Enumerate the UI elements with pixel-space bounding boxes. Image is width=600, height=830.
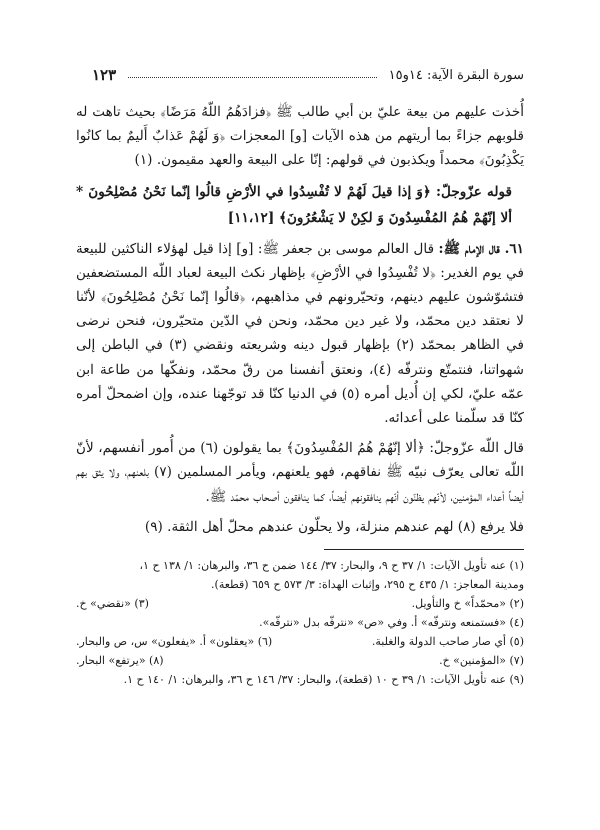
footnote-1a: (١) عنه تأويل الآيات: ١/ ٣٧ ح ٩، والبحار: ٣٧/ ١٤٤ ضمن ح ٣٦، والبرهان: ١/ ١٣٨ ح ١، — [139, 559, 524, 573]
footnote-row-5-6 — [76, 632, 524, 651]
running-header — [92, 66, 524, 84]
surah-reference: سورة البقرة الآية: ١٤و١٥ — [388, 67, 524, 83]
footnote-6: (٦) «يعقلون» أ. «يفعلون» س، ص والبحار. — [76, 635, 273, 649]
footnote-7: (٧) «المؤمنين» خ. — [439, 654, 524, 668]
verse-block — [76, 179, 524, 231]
verse-reference: [١١،١٢] — [227, 209, 275, 226]
verse-text: ﴿وَ إذا قيلَ لَهُمْ لا تُفْسِدُوا في الأرْضِ قالُوا إنّما نَحْنُ مُصْلِحُونَ * ألا إنّهُمْ هُمُ المُفْسِدُونَ وَ لكِنْ لا يَشْعُرُونَ﴾ — [76, 183, 512, 226]
paragraph-3-text: قال اللّه عزّوجلّ: ﴿ألا إنّهُمْ هُمُ المُفْسِدُونَ﴾ بما يقولون (٦) من أُمور أنفسهم، لأنّ اللّه تعالى يعرّف نبيّه ﷺ نفاقهم، فهو يلعنهم، ويأمر المسلمين (٧) بلعنهم، ولا يثق بهم أيضاً أعداء المؤمنين، لأنّهم يظنّون أنّهم ينافقونهم أيضاً، كما ينافقون أصحاب محمّد ﷺ. — [76, 440, 524, 505]
verse-intro: قوله عزّوجلّ: — [436, 183, 513, 200]
footnote-3: (٣) «نقضي» خ. — [76, 597, 149, 611]
footnote-5: (٥) أي صار صاحب الدولة والغلبة. — [371, 635, 524, 649]
paragraph-1-text: أُخذت عليهم من بيعة عليّ بن أبي طالب ﷺ ﴿فزادَهُمُ اللّهُ مَرَضًا﴾ بحيث تاهت له قلوبهم جزاءً بما أريتهم من هذه الآيات [و] المعجزات ﴿وَ لَهُمْ عَذابٌ أَليمٌ بما كانُوا يَكْذِبُونَ﴾ محمداً ويكذبون في قولهم: إنّا على البيعة والعهد مقيمون. — [76, 104, 524, 169]
footnote-row-7-8 — [76, 651, 524, 670]
footnote-4: (٤) «فستمنعه ونترفّه» أ. وفي «ص» «نترفّه بدل «نترفّه». — [259, 616, 524, 630]
page-number: ١٢٣ — [92, 66, 117, 84]
paragraph-3 — [76, 436, 524, 509]
paragraph-1 — [76, 100, 524, 173]
footnote-marker-1: (١) — [134, 152, 153, 169]
footnote-separator — [324, 549, 524, 550]
footnote-8: (٨) «يرتفع» البحار. — [76, 654, 164, 668]
paragraph-2 — [76, 237, 524, 431]
footnotes — [76, 556, 524, 689]
paragraph-4-text: فلا يرفع (٨) لهم عندهم منزلة، ولا يحلّون عندهم محلّ أهل الثقة. (٩) — [144, 518, 524, 535]
footnote-9: (٩) عنه تأويل الآيات: ١/ ٣٩ ح ١٠ (قطعة)، والبحار: ٣٧/ ١٤٦ ح ٣٦، والبرهان: ١/ ١٤٠ ح ١. — [123, 673, 524, 687]
imam-label: ٦١. قال الإمام ﷺ: — [438, 240, 524, 257]
footnote-1b: ومدينة المعاجز: ١/ ٤٣٥ ح ٢٩٥، وإثبات الهداة: ٣/ ٥٧٣ ح ٦٥٩ (قطعة). — [211, 578, 524, 592]
footnote-row-2-3 — [76, 594, 524, 613]
paragraph-4 — [76, 515, 524, 539]
header-dotted-rule — [128, 77, 376, 78]
footnote-2: (٢) «محمّداً» خ والتأويل. — [411, 597, 524, 611]
paragraph-2-text: قال العالم موسى بن جعفر ﷺ: [و] إذا قيل لهؤلاء الناكثين للبيعة في يوم الغدير: ﴿لا تُفْسِدُوا في الأرْضِ﴾ بإظهار نكث البيعة لعباد اللّه المستضعفين فتشوّشون عليهم دينهم، وتحيّرونهم في مذاهبهم، ﴿قالُوا إنّما نَحْنُ مُصْلِحُونَ﴾ لأنّنا لا نعتقد دين محمّد، ولا غير دين محمّد، ونحن في الدّين متحيّرون، فنحن نرضى في الظاهر بمحمّد (٢) بإظهار قبول دينه وشريعته ونقضي (٣) في الباطن إلى شهواتنا، فنتمتّع ونترفّه (٤)، ونعتق أنفسنا من رقّ محمّد، ونفكّها من طاعة ابن عمّه عليّ، لكي إن أُديل أمره (٥) في الدنيا كنّا قد توجّهنا عنده، وإن اضمحلّ أمره كنّا قد سلّمنا على أعدائه. — [76, 240, 524, 427]
body-text — [76, 100, 524, 689]
